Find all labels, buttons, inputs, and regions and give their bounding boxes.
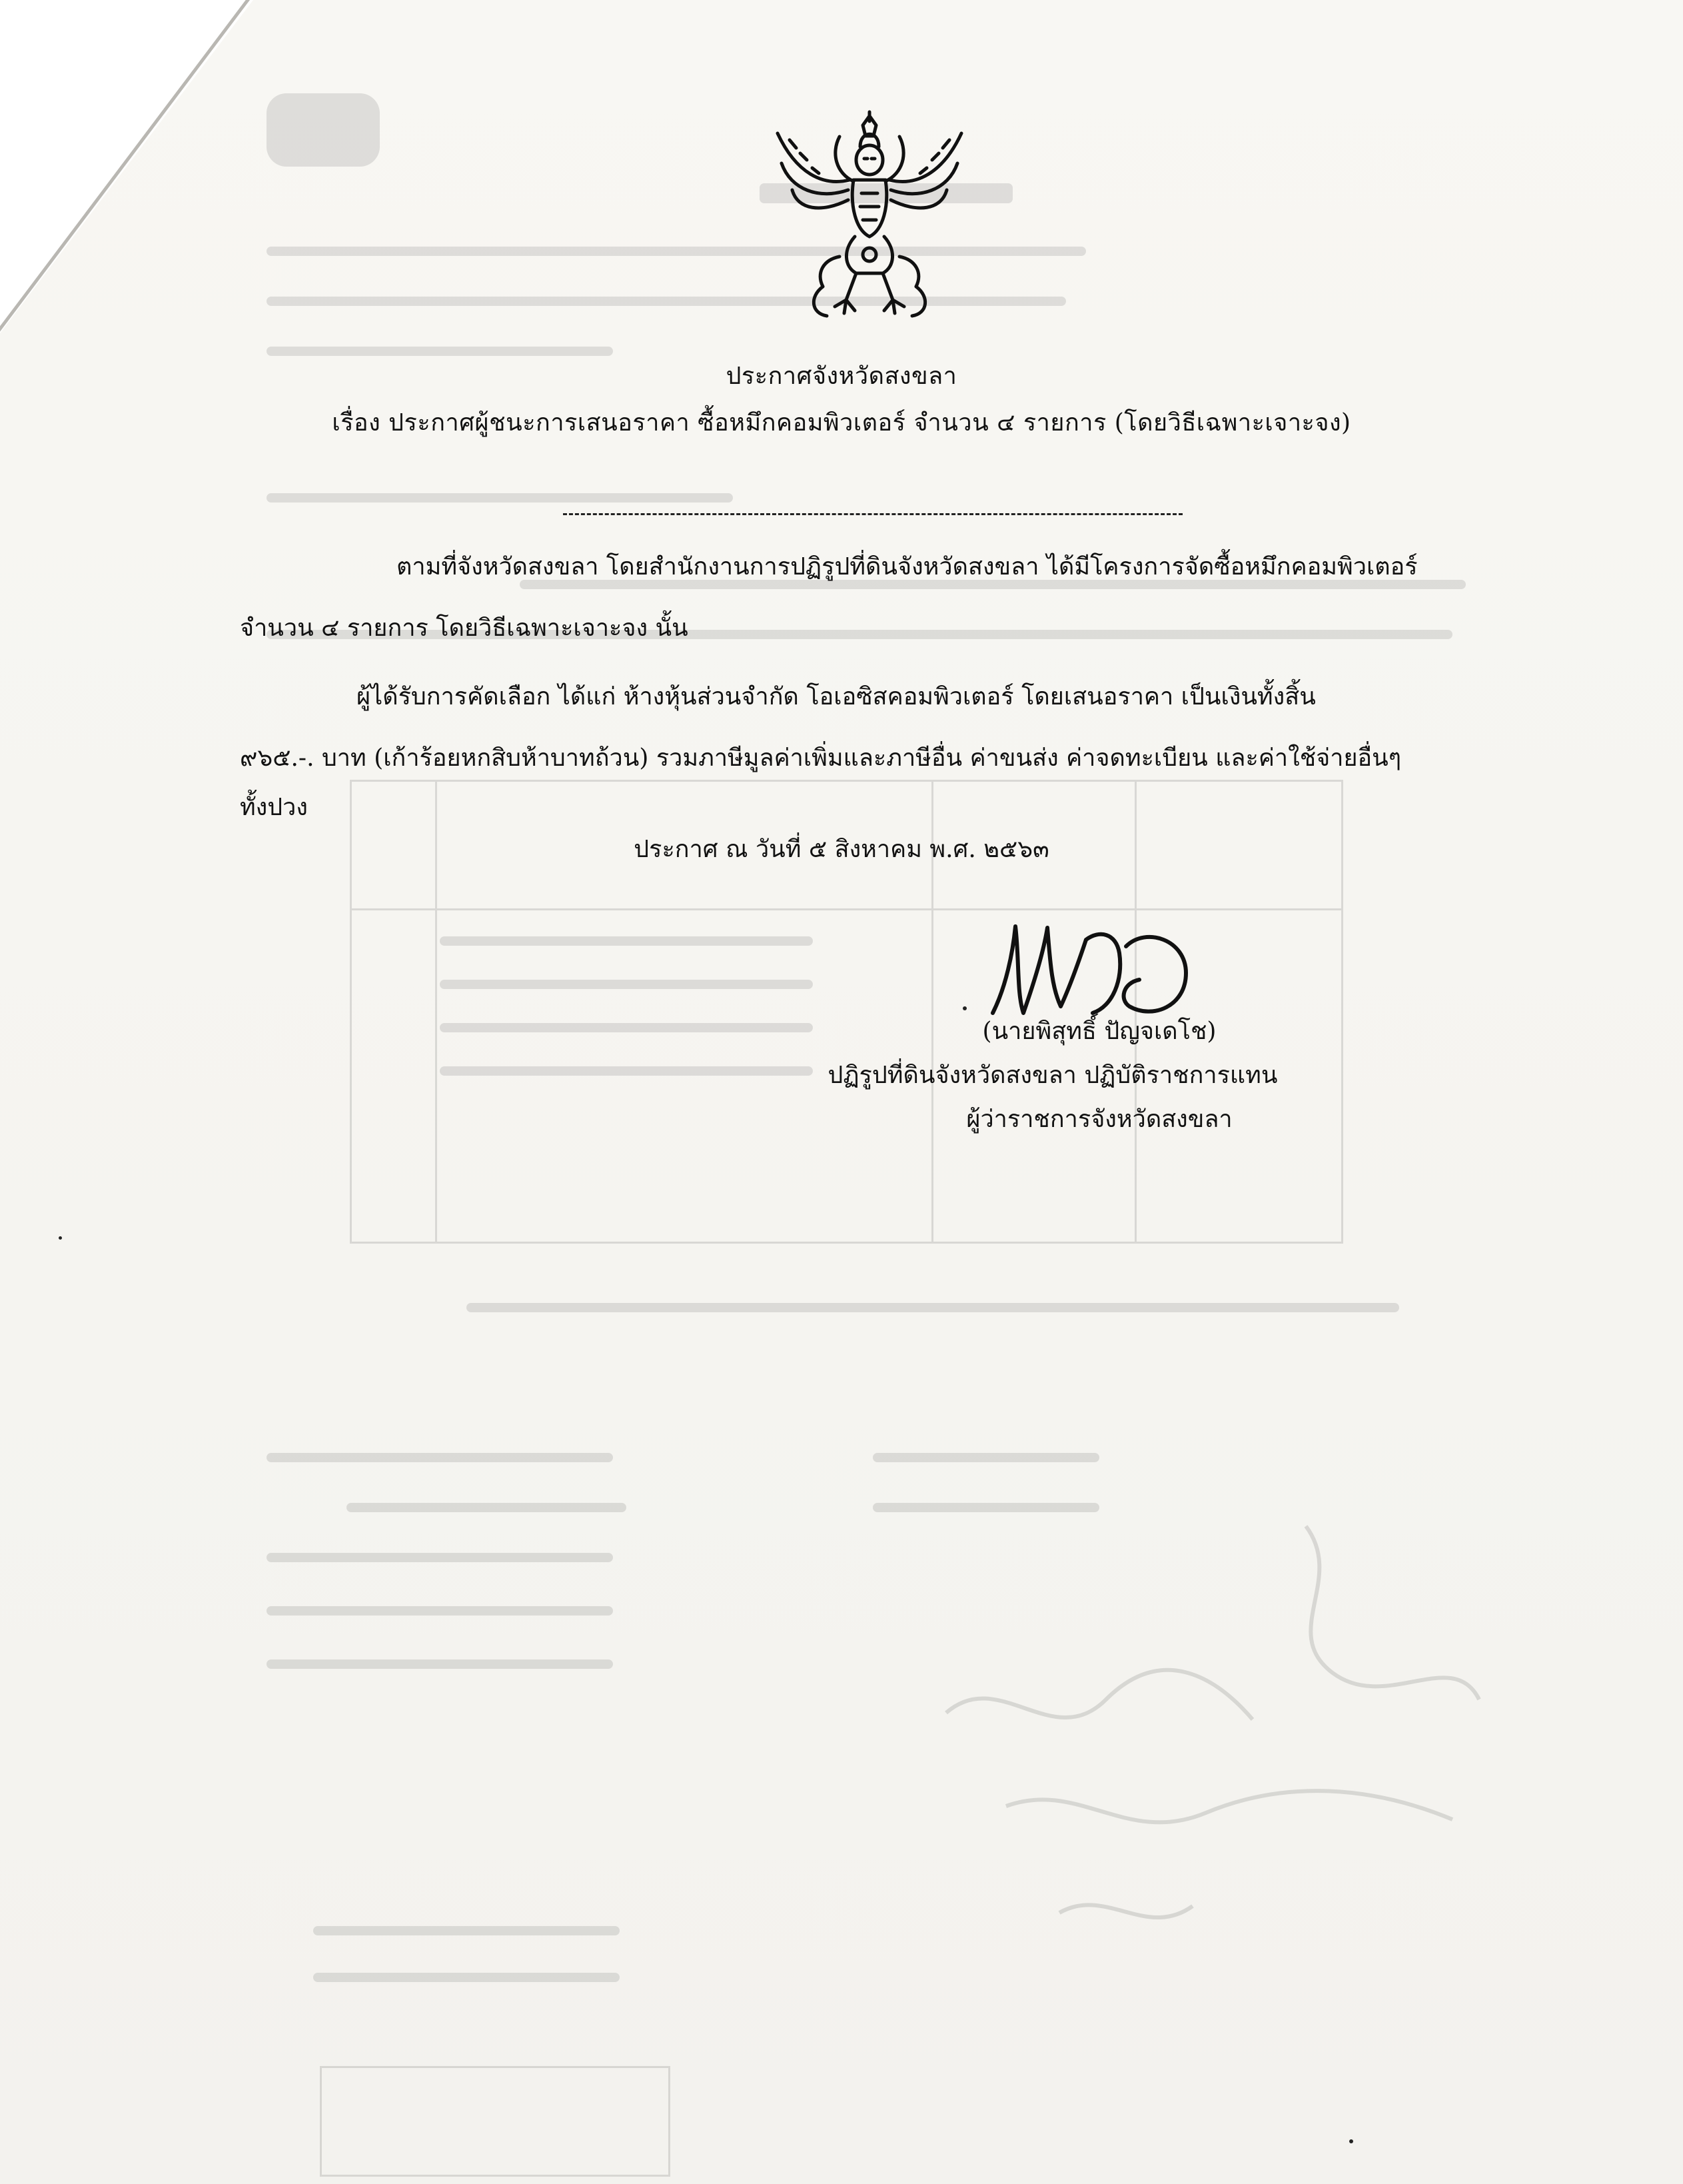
show-through-mark [267, 1453, 613, 1462]
paragraph-line: จำนวน ๔ รายการ โดยวิธีเฉพาะเจาะจง นั้น [240, 614, 688, 642]
show-through-mark [873, 1453, 1099, 1462]
show-through-mark [346, 1503, 626, 1512]
show-through-mark [466, 1303, 1399, 1312]
show-through-mark [267, 493, 733, 503]
scan-speck [59, 1236, 62, 1240]
show-through-mark [267, 93, 380, 167]
paragraph-line: ทั้งปวง [240, 794, 308, 821]
garuda-emblem-icon [770, 107, 969, 327]
paragraph-line: ๙๖๕.-. บาท (เก้าร้อยหกสิบห้าบาทถ้วน) รวมภาษีมูลค่าเพิ่มและภาษีอื่น ค่าขนส่ง ค่าจดทะเบียน และค่าใช้จ่ายอื่นๆ [240, 744, 1402, 772]
folded-corner [0, 0, 253, 333]
show-through-mark [267, 1553, 613, 1562]
show-through-box [320, 2066, 670, 2177]
paragraph-winner [240, 666, 1499, 838]
signer-name: (นายพิสุทธิ์ ปัญจเดโช) [982, 1018, 1217, 1045]
show-through-mark [267, 1606, 613, 1616]
paragraph-line: ตามที่จังหวัดสงขลา โดยสำนักงานการปฏิรูปที่ดินจังหวัดสงขลา ได้มีโครงการจัดซื้อหมึกคอมพิวเตอร์ [396, 553, 1418, 580]
document-subject: เรื่อง ประกาศผู้ชนะการเสนอราคา ซื้อหมึกคอมพิวเตอร์ จำนวน ๔ รายการ (โดยวิธีเฉพาะเจาะจง) [332, 409, 1351, 437]
signer-role: ผู้ว่าราชการจังหวัดสงขลา [966, 1106, 1233, 1133]
announcement-date: ประกาศ ณ วันที่ ๕ สิงหาคม พ.ศ. ๒๕๖๓ [634, 836, 1049, 863]
title-divider [563, 513, 1183, 515]
paragraph-project [240, 537, 1499, 659]
paragraph-line: ผู้ได้รับการคัดเลือก ได้แก่ ห้างหุ้นส่วนจำกัด โอเอซิสคอมพิวเตอร์ โดยเสนอราคา เป็นเงินทั้งสิ้น [356, 683, 1316, 710]
show-through-mark [267, 347, 613, 356]
show-through-mark [440, 980, 813, 989]
show-through-mark [313, 1973, 620, 1982]
document-title: ประกาศจังหวัดสงขลา [726, 363, 957, 390]
show-through-mark [267, 1659, 613, 1669]
signer-block [706, 1010, 1399, 1142]
show-through-signatures [906, 1500, 1506, 1966]
show-through-mark [313, 1926, 620, 1935]
show-through-mark [440, 936, 813, 946]
show-through-mark [352, 908, 1341, 910]
scan-speck [963, 1006, 967, 1010]
scan-speck [1349, 2139, 1353, 2143]
signer-position: ปฏิรูปที่ดินจังหวัดสงขลา ปฏิบัติราชการแทน [828, 1062, 1278, 1089]
